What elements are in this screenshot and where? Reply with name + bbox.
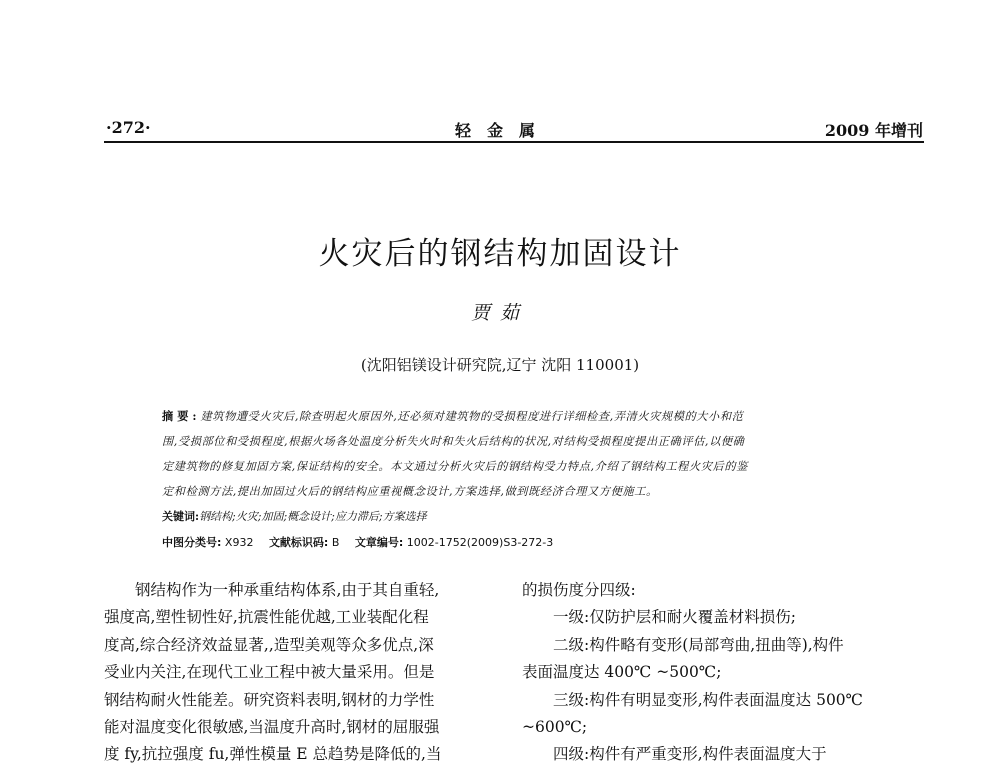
classification-line (162, 534, 553, 550)
header-rule (104, 141, 924, 143)
abstract-line: 摘要:建筑物遭受火灾后,除查明起火原因外,还必须对建筑物的受损程度进行详细检查,弄清火灾规模的大小和范 (162, 409, 744, 423)
body-line: 度高,综合经济效益显著,,造型美观等众多优点,深 (104, 635, 434, 654)
clc-value: X932 (224, 536, 254, 549)
affiliation: (沈阳铝镁设计研究院,辽宁 沈阳 110001) (360, 356, 640, 374)
keywords-label: 关键词: (162, 510, 200, 523)
clc-label: 中图分类号: (162, 536, 222, 549)
body-line: 的损伤度分四级: (522, 581, 636, 599)
body-line: 度 fy,抗拉强度 fu,弹性模量 E 总趋势是降低的,当 (104, 745, 442, 764)
keywords (162, 508, 427, 524)
journal-name: 轻金属 (455, 121, 552, 140)
damage-level-2: 二级:构件略有变形(局部弯曲,扭曲等),构件 (553, 635, 844, 654)
damage-level-1: 一级:仅防护层和耐火覆盖材料损伤; (553, 608, 796, 627)
paper-title: 火灾后的钢结构加固设计 (318, 236, 682, 272)
body-line: 能对温度变化很敏感,当温度升高时,钢材的屈服强 (104, 718, 440, 737)
article-no-label: 文章编号: (354, 536, 404, 549)
keywords-text: 钢结构;火灾;加固;概念设计;应力滞后;方案选择 (199, 510, 427, 523)
body-line: 强度高,塑性韧性好,抗震性能优越,工业装配化程 (104, 608, 429, 627)
doc-code-value: B (331, 536, 340, 549)
body-line: 钢结构作为一种承重结构体系,由于其自重轻, (135, 581, 440, 599)
page-number: ·272· (106, 118, 151, 137)
body-line: ~600℃; (522, 718, 588, 737)
body-line: 表面温度达 400℃ ~500℃; (522, 663, 722, 682)
damage-level-4: 四级:构件有严重变形,构件表面温度大于 (553, 745, 827, 764)
body-left-column (104, 577, 492, 769)
issue-label: 2009 年增刊 (824, 121, 923, 140)
body-line: 钢结构耐火性能差。研究资料表明,钢材的力学性 (104, 690, 435, 709)
doc-code-label: 文献标识码: (268, 536, 329, 549)
damage-level-3: 三级:构件有明显变形,构件表面温度达 500℃ (553, 690, 864, 709)
article-no-value: 1002-1752(2009)S3-272-3 (406, 536, 554, 549)
abstract-line: 定和检测方法,提出加固过火后的钢结构应重视概念设计,方案选择,做到既经济合理又方便施工。 (162, 485, 658, 498)
body-right-column (522, 577, 922, 769)
body-line: 受业内关注,在现代工业工程中被大量采用。但是 (104, 663, 435, 682)
author-name: 贾茹 (470, 302, 529, 324)
abstract-line: 定建筑物的修复加固方案,保证结构的安全。本文通过分析火灾后的钢结构受力特点,介绍了钢结构工程火灾后的鉴 (162, 460, 748, 473)
abstract-line: 围,受损部位和受损程度,根据火场各处温度分析失火时和失火后结构的状况,对结构受损程度提出正确评估,以便确 (162, 435, 745, 448)
abstract-label: 摘要: (162, 409, 201, 423)
